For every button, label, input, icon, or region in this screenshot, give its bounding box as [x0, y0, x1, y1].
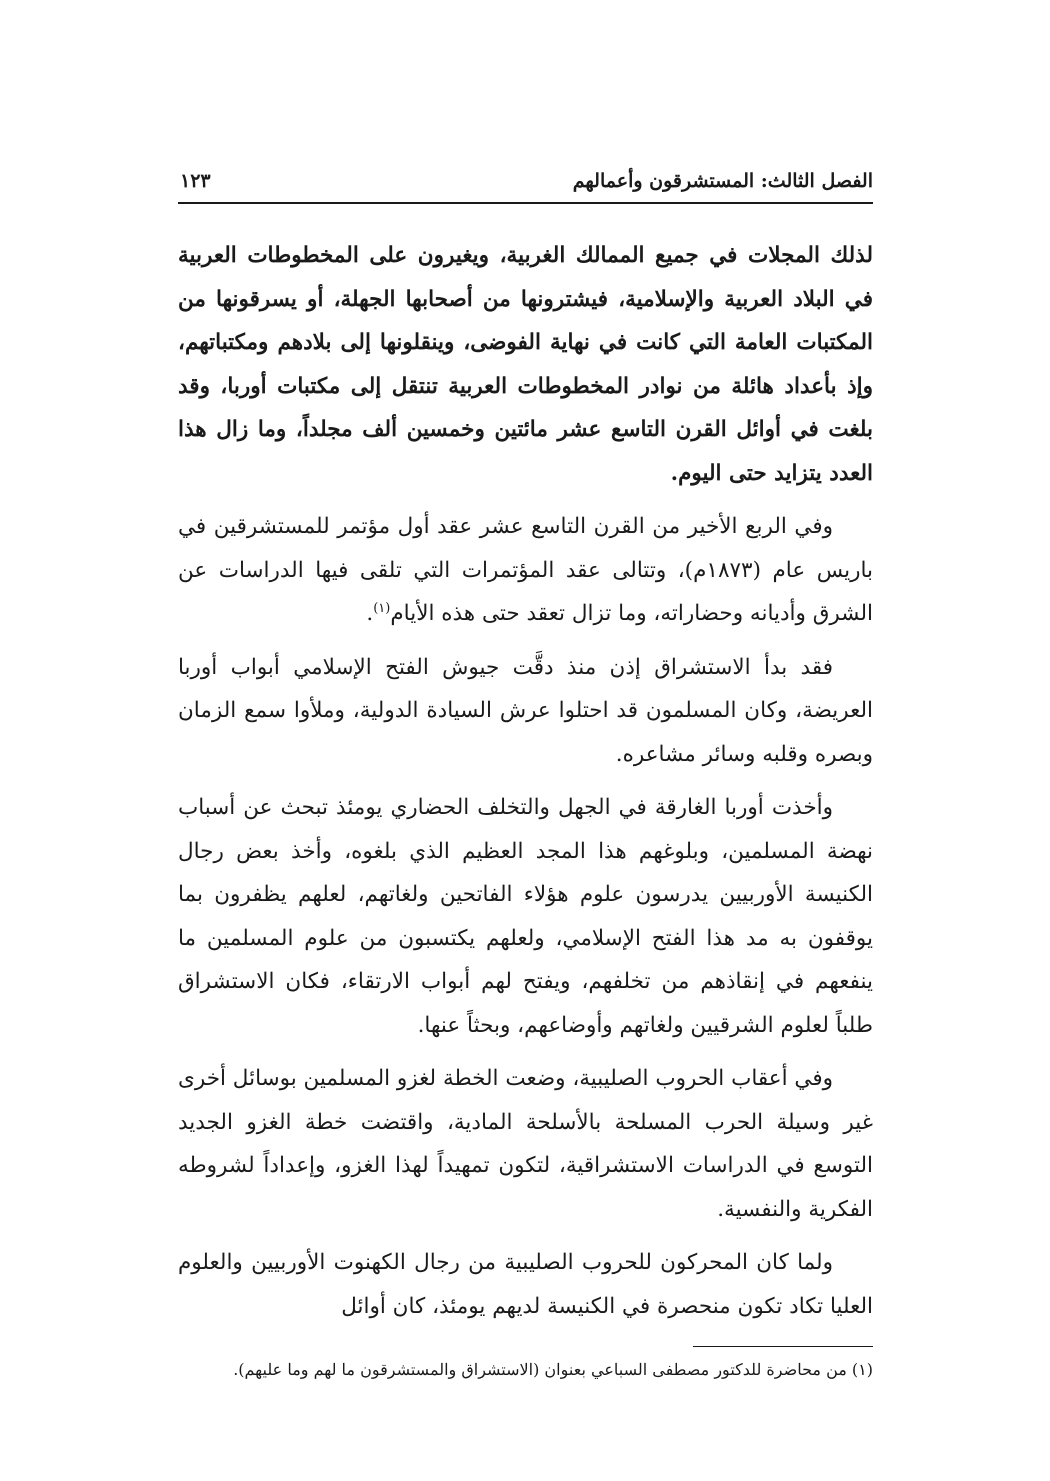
- chapter-title: الفصل الثالث: المستشرقون وأعمالهم: [572, 170, 873, 192]
- page-number: ١٢٣: [180, 170, 211, 192]
- footnote-ref: (١): [373, 600, 391, 616]
- paragraph-2-text: وفي الربع الأخير من القرن التاسع عشر عقد أول مؤتمر للمستشرقين في باريس عام (١٨٧٣م)، وتتالى عقد المؤتمرات التي تلقى فيها الدراسات عن الشرق وأديانه وحضاراته، وما تزال تعقد حتى هذه الأيام: [178, 514, 874, 626]
- paragraph-2-end: .: [366, 601, 374, 626]
- footnote-divider: [693, 1346, 873, 1347]
- paragraph-5: وفي أعقاب الحروب الصليبية، وضعت الخطة لغزو المسلمين بوسائل أخرى غير وسيلة الحرب المسلحة بالأسلحة المادية، واقتضت خطة الغزو الجديد التوسع في الدراسات الاستشراقية، لتكون تمهيداً لهذا الغزو، وإعداداً لشروطه الفكرية والنفسية.: [178, 1066, 873, 1222]
- footnote: (١) من محاضرة للدكتور مصطفى السباعي بعنوان (الاستشراق والمستشرقون ما لهم وما عليهم).: [233, 1360, 873, 1379]
- paragraph-2: [178, 505, 873, 636]
- paragraph-3: فقد بدأ الاستشراق إذن منذ دقَّت جيوش الفتح الإسلامي أبواب أوربا العريضة، وكان المسلمون قد احتلوا عرش السيادة الدولية، وملأوا سمع الزمان وبصره وقلبه وسائر مشاعره.: [178, 654, 873, 767]
- book-page: [178, 168, 873, 1383]
- paragraph-1: لذلك المجلات في جميع الممالك الغربية، ويغيرون على المخطوطات العربية في البلاد العربية والإسلامية، فيشترونها من أصحابها الجهلة، أو يسرقونها من المكتبات العامة التي كانت في نهاية الفوضى، وينقلونها إلى بلادهم ومكتباتهم، وإذ بأعداد هائلة من نوادر المخطوطات العربية تنتقل إلى مكتبات أوربا، وقد بلغت في أوائل القرن التاسع عشر مائتين وخمسين ألف مجلداً، وما زال هذا العدد يتزايد حتى اليوم.: [178, 243, 873, 486]
- running-header: [178, 168, 873, 204]
- paragraph-4: وأخذت أوربا الغارقة في الجهل والتخلف الحضاري يومئذ تبحث عن أسباب نهضة المسلمين، وبلوغهم هذا المجد العظيم الذي بلغوه، وأخذ بعض رجال الكنيسة الأوربيين يدرسون علوم هؤلاء الفاتحين ولغاتهم، لعلهم يظفرون بما يوقفون به مد هذا الفتح الإسلامي، ولعلهم يكتسبون من علوم المسلمين ما ينفعهم في إنقاذهم من تخلفهم، ويفتح لهم أبواب الارتقاء، فكان الاستشراق طلباً لعلوم الشرقيين ولغاتهم وأوضاعهم، وبحثاً عنها.: [178, 795, 873, 1038]
- page-body: [178, 234, 873, 1328]
- paragraph-6: ولما كان المحركون للحروب الصليبية من رجال الكهنوت الأوربيين والعلوم العليا تكاد تكون منحصرة في الكنيسة لديهم يومئذ، كان أوائل: [178, 1250, 873, 1319]
